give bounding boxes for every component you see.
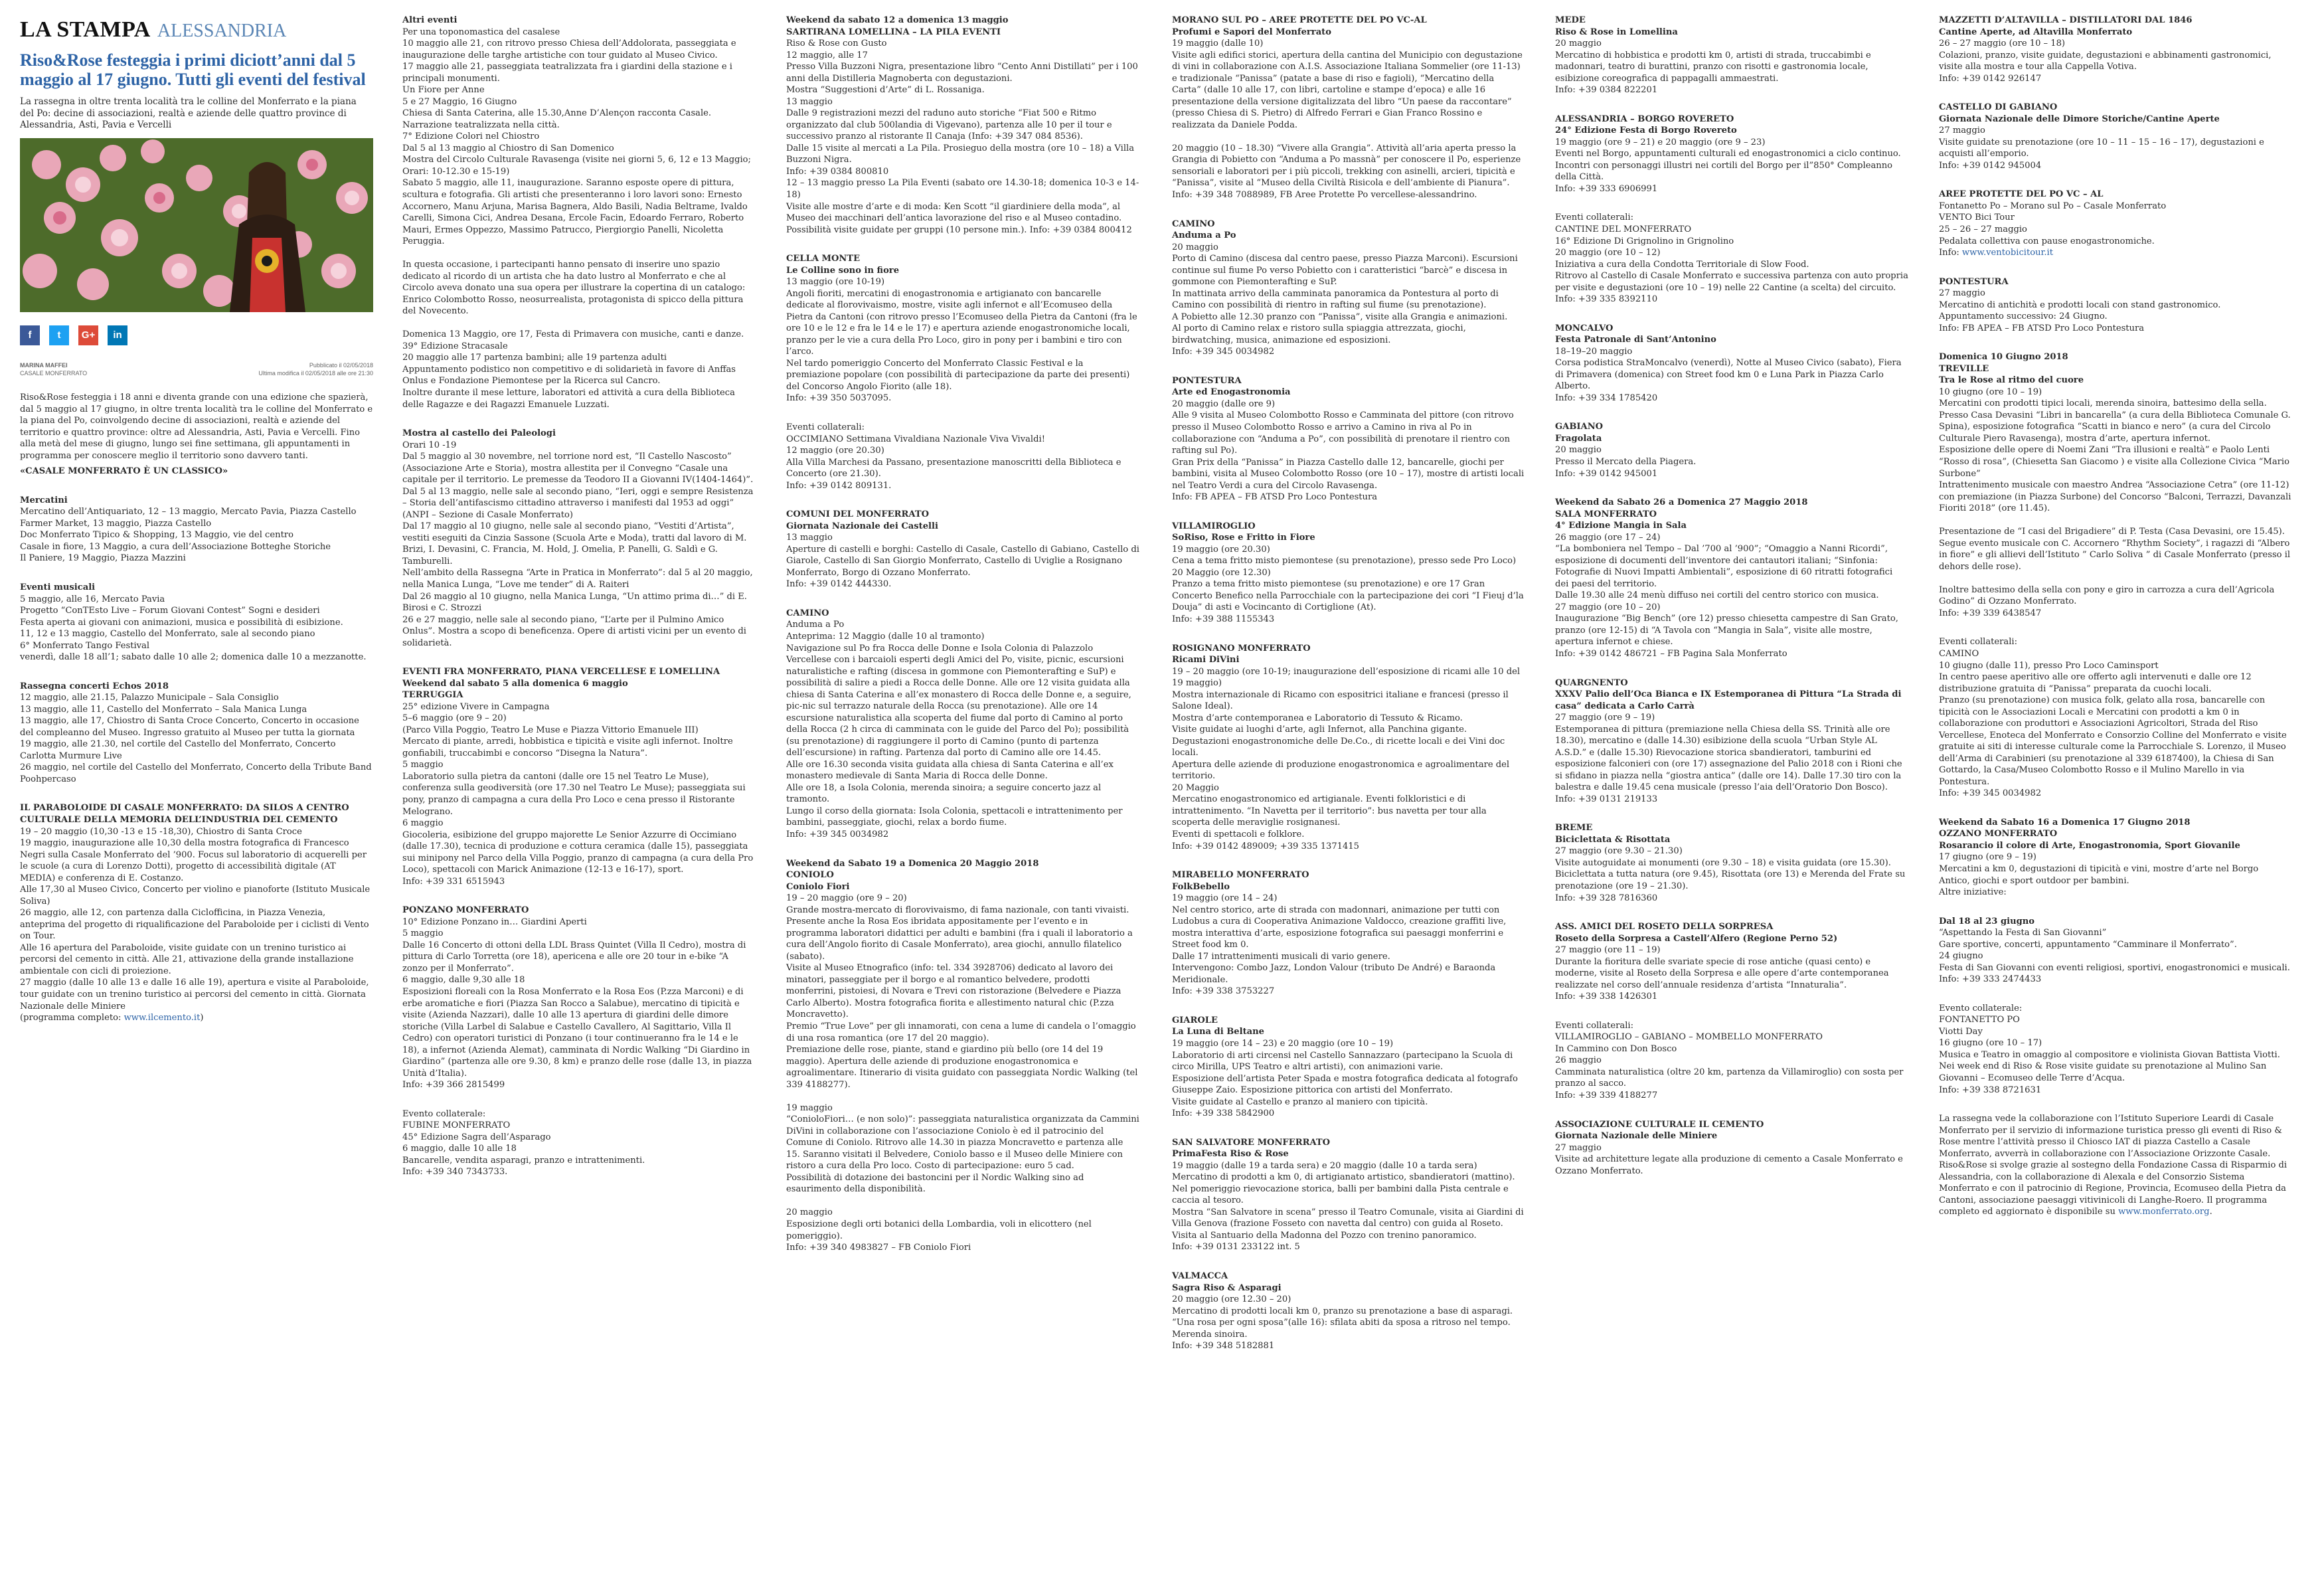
event-heading: Weekend da Sabato 26 a Domenica 27 Maggio 2018 SALA MONFERRATO 4° Edizione Mangia in Sala: [1555, 497, 1808, 531]
event-body: 26 maggio (ore 17 – 24) “La bomboniera nel Tempo – Dal ’700 al ’900”; “Omaggio a Nanni Ricordi”, esposizione di documenti dell’inventore dei cantautori italiani; “Sinfonia: Fotografie di Nuovi Impatti Ambientali”, esposizione di 60 ritratti fotografici dei paesi del territorio. Dalle 19.30 alle 24 menù diffuso nei cortili del centro storico con musica. 27 maggio (ore 10 – 20) Inaugurazione “Big Bench” (ore 12) presso chiesetta campestre di San Grato, pranzo (ore 12-15) di “A Tavola con “Mangia in Sala”, visite alle mostre, apertura infernot e chiese. Info: +39 0142 486721 – FB Pagina Sala Monferrato: [1555, 532, 1898, 659]
event-body: La rassegna vede la collaborazione con l’Istituto Superiore Leardi di Casale Monferrato per il servizio di informazione turistica presso gli eventi di Riso & Rose mentre l’attività presso il Chiosco IAT di piazza Castello a Casale Monferrato, avverrà in collaborazione con l’Associazione Orizzonte Casale. Riso&Rose si svolge grazie al sostegno della Fondazione Cassa di Risparmio di Alessandria, con la collaborazione di Alexala e del Consorzio Sistema Monferrato e con il patrocinio di Regione, Provincia, Ecomuseo della Pietra da Cantoni, associazione paesaggi vitivinicoli di Langhe-Roero. Il programma completo ed aggiornato è disponibile su www.monferrato.org.: [1939, 1114, 2287, 1217]
author-place: CASALE MONFERRATO: [20, 370, 88, 377]
event-block: [1939, 15, 2292, 84]
event-heading: Mercatini: [20, 495, 68, 505]
event-body: 20 maggio Presso il Mercato della Piagera. Info: +39 0142 945001: [1555, 445, 1697, 479]
event-block: [1555, 921, 1908, 1003]
website-link[interactable]: www.ventobicitour.it: [1961, 248, 2053, 258]
column-5: [1555, 15, 1908, 1194]
headline: Riso&Rose festeggia i primi diciott’anni dal 5 maggio al 17 giugno. Tutti gli eventi del festival: [20, 50, 366, 90]
event-block: [402, 1108, 756, 1178]
event-heading: Weekend da sabato 12 a domenica 13 maggio SARTIRANA LOMELLINA – LA PILA EVENTI: [786, 15, 1009, 37]
newspaper-logo[interactable]: LA STAMPA: [20, 17, 151, 42]
edition-label[interactable]: ALESSANDRIA: [157, 21, 287, 41]
event-body: 27 maggio Visite guidate su prenotazione (ore 10 – 11 – 15 – 16 – 17), degustazioni e acquisti all’emporio. Info: +39 0142 945004: [1939, 126, 2264, 171]
byline: [20, 361, 373, 377]
event-heading: PONTESTURA Arte ed Enogastronomia: [1172, 375, 1291, 398]
event-body: 19 – 20 maggio (ore 10-19; inaugurazione dell’esposizione di ricami alle 10 del 19 maggio) Mostra internazionale di Ricamo con espositrici italiane e francesi (presso il Salone Ideal). Mostra d’arte contemporanea e Laboratorio di Tessuto & Ricamo. Visite guidate ai luoghi d’arte, agli Infernot, alla Panchina gigante. Degustazioni enogastronomiche delle De.Co., di ricette locali e dei Vini doc locali. Apertura delle aziende di produzione enogastronomica e agroalimentare del territorio. 20 Maggio Mercatino enogastronomico ed artigianale. Eventi folkloristici e di intrattenimento. “In Navetta per il territorio”: bus navetta per tour alla scoperta delle meraviglie rosignanesi. Eventi di spettacoli e folklore. Info: +39 0142 489009; +39 335 1371415: [1172, 666, 1521, 851]
event-block: [786, 608, 1139, 841]
event-body: Evento collaterale: FONTANETTO PO Viotti Day 16 giugno (ore 10 – 17) Musica e Teatro in omaggio al compositore e violinista Giovan Battista Viotti. Nei week end di Riso & Rose visite guidate su prenotazione al Mulino San Giovanni – Ecomuseo delle Terre d’Acqua. Info: +39 338 8721631: [1939, 1003, 2280, 1095]
event-heading: GABIANO Fragolata: [1555, 422, 1604, 444]
event-body: 19 maggio (ore 14 – 24) Nel centro storico, arte di strada con madonnari, animazione per tutti con Ludobus a cura di Cooperativa Animazione Valdocco, creazione graffiti live, mostra interattiva d’arte, esposizione fotografica sui paesaggi monferrini e Street food km 0. Dalle 17 intrattenimenti musicali di vario genere. Intervengono: Combo Jazz, London Valour (tributo De André) e Baraonda Meridionale. Info: +39 338 3753227: [1172, 893, 1507, 997]
event-body: Evento collaterale: FUBINE MONFERRATO 45° Edizione Sagra dell’Asparago 6 maggio, dalle 10 alle 18 Bancarelle, vendita asparagi, pranzo e intrattenimenti. Info: +39 340 7343733.: [402, 1108, 645, 1178]
event-body: 20 maggio (ore 12.30 – 20) Mercatino di prodotti locali km 0, pranzo su prenotazione a base di asparagi. “Una rosa per ogni sposa”(alle 16): sfilata abiti da sposa a ritroso nel tempo. Merenda sinoira. Info: +39 348 5182881: [1172, 1294, 1513, 1352]
event-block: [402, 666, 756, 887]
event-block: [1172, 643, 1525, 853]
event-heading: EVENTI FRA MONFERRATO, PIANA VERCELLESE E LOMELLINA Weekend dal sabato 5 alla domenica 6 maggio TERRUGGIA: [402, 667, 720, 701]
event-heading: Mostra al castello dei Paleologi: [402, 428, 556, 439]
event-block: [1939, 636, 2292, 799]
event-block: [1939, 1003, 2292, 1096]
event-block: [1555, 1119, 1908, 1178]
event-block: [786, 422, 1139, 491]
event-block: [1555, 1020, 1908, 1102]
event-heading: PONTESTURA: [1939, 276, 2009, 287]
event-block: [1555, 15, 1908, 96]
event-block: [1172, 869, 1525, 998]
event-body: “Aspettando la Festa di San Giovanni” Gare sportive, concerti, appuntamento “Camminare il Monferrato”. 24 giugno Festa di San Giovanni con eventi religiosi, sportivi, enogastronomici e musicali. Info: +39 333 2474433: [1939, 928, 2290, 985]
event-block: [20, 495, 373, 565]
event-heading: ASS. AMICI DEL ROSETO DELLA SORPRESA Roseto della Sorpresa a Castell’Alfero (Regione Perno 52): [1555, 922, 1838, 944]
event-body: 20 maggio Porto di Camino (discesa dal centro paese, presso Piazza Marconi). Escursioni continue sul fiume Po verso Pobietto con i caratteristici “barcè” e discesa in gommone con Piemonterafting e SuP. In mattinata arrivo della camminata panoramica da Pontestura al porto di Camino con possibilità di rientro in rafting sul fiume (su prenotazione). A Pobietto alle 12.30 pranzo con “Panissa”, visite alla Grangia e animazioni. Al porto di Camino relax e ristoro sulla spiaggia attrezzata, giochi, birdwatching, musica, animazione ed esposizioni. Info: +39 345 0034982: [1172, 242, 1518, 357]
event-body: 20 maggio Mercatino di hobbistica e prodotti km 0, artisti di strada, truccabimbi e madonnari, teatro di burattini, pranzo con risotti e gastronomia locale, esibizione coreografica di pappagalli ammaestrati. Info: +39 0384 822201: [1555, 39, 1871, 96]
website-link[interactable]: www.ilcemento.it: [124, 1013, 201, 1023]
event-heading: VALMACCA Sagra Riso & Asparagi: [1172, 1271, 1282, 1293]
event-heading: Altri eventi: [402, 15, 457, 25]
event-block: [20, 582, 373, 663]
event-block: [786, 253, 1139, 404]
event-body: Fontanetto Po – Morano sul Po – Casale Monferrato VENTO Bici Tour 25 – 26 – 27 maggio Pedalata collettiva con pause enogastronomiche. Info: www.ventobicitour.it: [1939, 201, 2167, 258]
event-block: [1555, 323, 1908, 404]
section-title-casale: «CASALE MONFERRATO È UN CLASSICO»: [20, 466, 228, 477]
column-2: [402, 15, 756, 1195]
event-body: 13 maggio (ore 10-19) Angoli fioriti, mercatini di enogastronomia e artigianato con bancarelle dedicate al florovivaismo, mostre, visite agli infernot e all’Ecomuseo della Pietra da Cantoni (con ritrovo presso l’Ecomuseo della Pietra da Cantoni (fra le ore 10 e le 12 e fra le 14 e le 17) e apertura aziende enogastronomiche locali, pranzo per le vie a cura della Pro Loco, giro in pony per i bambini e tiro con l’arco. Nel tardo pomeriggio Concerto del Monferrato Classic Festival e la premiazione popolare (con possibilità di partecipazione da parte dei presenti) del Concorso Angolo Fiorito (alle 18). Info: +39 350 5037095.: [786, 277, 1137, 404]
event-heading: Weekend da Sabato 19 a Domenica 20 Maggio 2018 CONIOLO Coniolo Fiori: [786, 858, 1039, 892]
event-heading: CASTELLO DI GABIANO Giornata Nazionale delle Dimore Storiche/Cantine Aperte: [1939, 102, 2220, 124]
event-body: Eventi collaterali: OCCIMIANO Settimana Vivaldiana Nazionale Viva Vivaldi! 12 maggio (ore 20.30) Alla Villa Marchesi da Passano, presentazione manoscritti della Biblioteca e Concerto (ore 21.30). Info: +39 0142 809131.: [786, 422, 1121, 491]
event-block: [1939, 1113, 2292, 1218]
event-body: 19 maggio (ore 9 – 21) e 20 maggio (ore 9 – 23) Eventi nel Borgo, appuntamenti culturali ed enogastronomici a ciclo continuo. Incontri con personaggi illustri nei cortili del Borgo per il”850° Compleanno della Città. Info: +39 333 6906991: [1555, 137, 1901, 194]
event-body: Eventi collaterali: CANTINE DEL MONFERRATO 16° Edizione Di Grignolino in Grignolino 20 maggio (ore 10 – 12) Iniziativa a cura della Condotta Territoriale di Slow Food. Ritrovo al Castello di Casale Monferrato e successiva partenza con auto propria per visite e degustazioni (ore 10 – 19) nelle 22 Cantine (a scelta) del circuito. Info: +39 335 8392110: [1555, 213, 1908, 305]
event-heading: IL PARABOLOIDE DI CASALE MONFERRATO: DA SILOS A CENTRO CULTURALE DELLA MEMORIA DELL’INDUSTRIA DEL CEMENTO: [20, 803, 349, 825]
event-heading: ROSIGNANO MONFERRATO Ricami DiVini: [1172, 643, 1311, 665]
event-heading: Rassegna concerti Echos 2018: [20, 681, 169, 691]
modified-date: Ultima modifica il 02/05/2018 alle ore 21:30: [258, 370, 373, 377]
event-body: 13 maggio Aperture di castelli e borghi: Castello di Casale, Castello di Gabiano, Castello di Giarole, Castello di San Giorgio Monferrato, Castello di Uviglie a Rosignano Monferrato, Borgo di Ozzano Monferrato. Info: +39 0142 444330.: [786, 533, 1139, 590]
event-block: [1939, 102, 2292, 171]
event-heading: Eventi musicali: [20, 582, 96, 592]
column-4: [1172, 15, 1525, 1369]
event-heading: COMUNI DEL MONFERRATO Giornata Nazionale dei Castelli: [786, 509, 938, 531]
event-body: 19 maggio (ore 20.30) Cena a tema fritto misto piemontese (su prenotazione), presso sede Pro Loco) 20 Maggio (ore 12.30) Pranzo a tema fritto misto piemontese (su prenotazione) e ore 17 Gran Concerto Benefico nella Parrocchiale con la partecipazione dei cori “I Fieuj d’la Douja” di asti e Vocincanto di Cortiglione (At). Info: +39 388 1155343: [1172, 544, 1524, 624]
event-block: [1172, 15, 1525, 201]
event-body: 25° edizione Vivere in Campagna 5–6 maggio (ore 9 – 20) (Parco Villa Poggio, Teatro Le Muse e Piazza Vittorio Emanuele III) Mercato di piante, arredi, hobbistica e tipicità e visite agli infernot. Inoltre gonfiabili, truccabimbi e concorso “Disegna la Natura”. 5 maggio Laboratorio sulla pietra da cantoni (dalle ore 15 nel Teatro Le Muse), conferenza sulla geodiversità (ore 17.30 nel Teatro Le Muse); passeggiata sui pony, pranzo di campagna a cura della Pro Loco e cena presso il Ristorante Melograno. 6 maggio Giocoleria, esibizione del gruppo majorette Le Senior Azzurre di Occimiano (dalle 17.30), tecnica di produzione e cottura ceramica (dalle 15), passeggiata sui minipony nel Parco della Villa Poggio, pranzo di campagna (a cura della Pro Loco), spettacoli con Marick Animazione (12-13 e 16-17), sport. Info: +39 331 6515943: [402, 701, 754, 887]
event-body: 20 maggio (dalle ore 9) Alle 9 visita al Museo Colombotto Rosso e Camminata del pittore (con ritrovo presso il Museo Colombotto Rosso e arrivo a Camino in riva al Po in collaborazione con “Anduma a Po”, con possibilità di prenotare il rientro con rafting sul Po). Gran Prix della “Panissa” in Piazza Castello dalle 12, bancarelle, giochi per bambini, visita al Museo Colombotto Rosso (ore 10 – 17), mostre di artisti locali nel Teatro Verdi a cura del Circolo Ravasenga. Info: FB APEA – FB ATSD Pro Loco Pontestura: [1172, 398, 1525, 503]
event-body: 19 maggio (ore 14 – 23) e 20 maggio (ore 10 – 19) Laboratorio di arti circensi nel Castello Sannazzaro (partecipano la Scuola di circo Mirilla, UPS Teatro e altri artisti), con animazioni varie. Esposizione dell’artista Peter Spada e mostra fotografica dedicata al fotografo Giuseppe Zaio. Esposizione pittorica con artisti del Monferrato. Visite guidate al Castello e pranzo al maniero con tipicità. Info: +39 338 5842900: [1172, 1038, 1518, 1119]
event-block: [1555, 497, 1908, 659]
event-body: 27 maggio Visite ad architetture legate alla produzione di cemento a Casale Monferrato e Ozzano Monferrato.: [1555, 1142, 1903, 1176]
event-block: [1939, 189, 2292, 258]
column-6: [1939, 15, 2292, 1235]
event-heading: MAZZETTI D’ALTAVILLA – DISTILLATORI DAL 1846 Cantine Aperte, ad Altavilla Monferrato: [1939, 15, 2193, 37]
event-heading: AREE PROTETTE DEL PO VC – AL: [1939, 189, 2104, 200]
event-heading: MIRABELLO MONFERRATO FolkBebello: [1172, 870, 1309, 892]
event-heading: PONZANO MONFERRATO: [402, 905, 529, 916]
event-body: Riso & Rose con Gusto 12 maggio, alle 17 Presso Villa Buzzoni Nigra, presentazione libro “Cento Anni Distillati” per i 100 anni della Distilleria Magnoberta con degustazioni. Mostra “Suggestioni d’Arte” di L. Rossaniga. 13 maggio Dalle 9 registrazioni mezzi del raduno auto storiche “Fiat 500 e Ritmo organizzato dal club 500landia di Vigevano), partenza alle 10 per il tour e successivo pranzo al ristorante Il Canaja (Info: +39 347 084 8536). Dalle 15 visite al mercati a La Pila. Prosieguo della mostra (ore 10 – 18) a Villa Buzzoni Nigra. Info: +39 0384 800810 12 – 13 maggio presso La Pila Eventi (sabato ore 14.30-18; domenica 10-3 e 14-18) Visite alle mostre d’arte e di moda: Ken Scott “il giardiniere della moda”, al Museo dei macchinari dell’antica lavorazione del riso e al Museo contadino. Possibilità visite guidate per gruppi (10 persone min.). Info: +39 0384 800412: [786, 39, 1139, 235]
website-link[interactable]: www.monferrato.org: [2118, 1207, 2210, 1217]
event-body: 19 maggio (dalle 19 a tarda sera) e 20 maggio (dalle 10 a tarda sera) Mercatino di prodotti a km 0, di artigianato artistico, sbandieratori (mattino). Nel pomeriggio rievocazione storica, balli per bambini dalla Pista centrale e caccia al tesoro. Mostra “San Salvatore in scena” presso il Teatro Comunale, visita ai Giardini di Villa Genova (frazione Fosseto con navetta dal centro) con guida al Roseto. Visita al Santuario della Madonna del Pozzo con trenino panoramico. Info: +39 0131 233122 int. 5: [1172, 1160, 1524, 1253]
event-block: [1555, 212, 1908, 305]
event-block: [1172, 521, 1525, 626]
event-body: Eventi collaterali: CAMINO 10 giugno (dalle 11), presso Pro Loco Caminsport In centro paese aperitivo alle ore offerto agli intervenuti e dalle ore 12 distribuzione gratuita di “Panissa” preparata da cuochi locali. Pranzo (su prenotazione) con musica folk, gelato alla rosa, bancarelle con tipicità con le Associazioni Locali e Mercatini con prodotti a km 0 in collaborazione con produttori e Associazioni Agricoltori, Strada del Riso Vercellese, Enoteca del Monferrato e Consorzio Colline del Monferrato e visite gratuite ai siti di interesse culturale come la Parrocchiale S. Lorenzo, il Museo dell’Arma di Carabinieri (su prenotazione al 339 6187400), la Chiesa di San Gottardo, la Casa/Museo Colombotto Rosso e il Mulino Marello in via Pontestura. Info: +39 345 0034982: [1939, 637, 2287, 799]
column-1: [20, 15, 373, 1041]
event-body: 19 – 20 maggio (10,30 -13 e 15 -18,30), Chiostro di Santa Croce 19 maggio, inaugurazione alle 10,30 della mostra fotografica di Francesco Negri sulla Casale Monferrato del ’900. Focus sul laboratorio di acquerelli per le scuole (a cura di Lorenzo Dotti), progetto di accessibilità digitale (AT MEDIA) e conferenza di E. Costanzo. Alle 17,30 al Museo Civico, Concerto per violino e pianoforte (Istituto Musicale Soliva) 26 maggio, alle 12, con partenza dalla Ciclofficina, in Piazza Venezia, anteprima del progetto di riqualificazione del Paraboloide per i ciclisti di Vento on Tour. Alle 16 apertura del Paraboloide, visite guidate con un trenino turistico ai percorsi del cemento in città. Alle 21, attivazione della grande installazione ambientale con cicli di proiezione. 27 maggio (dalle 10 alle 13 e dalle 16 alle 19), apertura e visite al Paraboloide, tour guidate con un trenino turistico ai percorsi del cemento in città. Giornata Nazionale delle Miniere (programma completo: www.ilcemento.it): [20, 826, 371, 1023]
event-block: [20, 802, 373, 1023]
event-block: [1172, 1015, 1525, 1120]
author-name: MARINA MAFFEI: [20, 361, 68, 369]
event-block: [1939, 276, 2292, 335]
event-heading: Dal 18 al 23 giugno: [1939, 916, 2035, 926]
event-heading: QUARGNENTO XXXV Palio dell’Oca Bianca e IX Estemporanea di Pittura “La Strada di casa” dedicata a Carlo Carrà: [1555, 677, 1902, 711]
masthead: [20, 15, 373, 45]
event-heading: Domenica 10 Giugno 2018 TREVILLE Tra le Rose al ritmo del cuore: [1939, 352, 2084, 386]
event-body: Per una toponomastica del casalese 10 maggio alle 21, con ritrovo presso Chiesa dell’Addolorata, passeggiata e inaugurazione delle targhe artistiche con tour guidato al Museo Civico. 17 maggio alle 21, passeggiata teatralizzata fra i giardini della stazione e i principali monumenti. Un Fiore per Anne 5 e 27 Maggio, 16 Giugno Chiesa di Santa Caterina, alle 15.30,Anne D’Alençon racconta Casale. Narrazione teatralizzata nella città. 7° Edizione Colori nel Chiostro Dal 5 al 13 maggio al Chiostro di San Domenico Mostra del Circolo Culturale Ravasenga (visite nei giorni 5, 6, 12 e 13 Maggio; Orari: 10-12.30 e 15-19) Sabato 5 maggio, alle 11, inaugurazione. Saranno esposte opere di pittura, scultura e fotografia. Gli artisti che presenteranno i loro lavori sono: Ernesto Accornero, Manu Arjuna, Marisa Bagnera, Aldo Basili, Nadia Beltrame, Ivaldo Carelli, Simona Cici, Andrea Desana, Ercole Facin, Edoardo Ferraro, Roberto Mauri, Ermes Oppezzo, Massimo Patrucco, Piergiorgio Panelli, Nicoletta Peruggia. In questa occasione, i partecipanti hanno pensato di inserire uno spazio dedicato al ricordo di un artista che ha dato lustro al Monferrato e che al Circolo aveva donato una sua opera per illustrare la copertina di un catalogo: Enrico Colombotto Rosso, neosurrealista, protagonista di spicco della pittura del Novecento. Domenica 13 Maggio, ore 17, Festa di Primavera con musiche, canti e danze. 39° Edizione Stracasale 20 maggio alle 17 partenza bambini; alle 19 partenza adulti Appuntamento podistico non competitivo e di solidarietà in favore di Anffas Onlus e Fondazione Piemontese per la Ricerca sul Cancro. Inoltre durante il mese letture, laboratori ed attività a cura della Biblioteca delle Ragazze e dei Ragazzi Emanuele Luzzati.: [402, 27, 751, 410]
event-body: 27 maggio (ore 11 – 19) Durante la fioritura delle svariate specie di rose antiche (quasi cento) e moderne, visite al Roseto della Sorpresa e alle opere d’arte contemporanea realizzate nel corso dell’annuale residenza d’artista “Innaturalia”. Info: +39 338 1426301: [1555, 945, 1889, 1002]
standfirst: La rassegna in oltre trenta località tra le colline del Monferrato e la piana del Po: decine di associazioni, realtà e aziende delle quattro province di Alessandria, Asti, Pavia e Vercelli: [20, 96, 357, 131]
event-block: [1172, 219, 1525, 358]
event-body: 18–19–20 maggio Corsa podistica StraMoncalvo (venerdì), Notte al Museo Civico (sabato), Fiera di Primavera (domenica) con Street food km 0 e Luna Park in Piazza Carlo Alberto. Info: +39 334 1785420: [1555, 346, 1902, 403]
published-date: Pubblicato il 02/05/2018: [309, 361, 373, 369]
event-body: Eventi collaterali: VILLAMIROGLIO – GABIANO – MOMBELLO MONFERRATO In Cammino con Don Bosco 26 maggio Camminata naturalistica (oltre 20 km, partenza da Villamiroglio) con sosta per pranzo al sacco. Info: +39 339 4188277: [1555, 1020, 1904, 1100]
event-block: [786, 509, 1139, 590]
event-block: [402, 428, 756, 649]
event-body: Mercatino dell’Antiquariato, 12 – 13 maggio, Mercato Pavia, Piazza Castello Farmer Market, 13 maggio, Piazza Castello Doc Monferrato Tipico & Shopping, 13 Maggio, vie del centro Casale in fiore, 13 Maggio, a cura dell’Associazione Botteghe Storiche Il Paniere, 19 Maggio, Piazza Mazzini: [20, 507, 357, 564]
event-body: 27 maggio (ore 9 – 19) Estemporanea di pittura (premiazione nella Chiesa della SS. Trinità alle ore 18.30), mercatino e (dalle 14.30) esibizione della scuola “Urban Style AL A.S.D.” e (dalle 15.30) Rievocazione storica sbandieratori, tamburini ed esposizione falconieri con (ore 17) assegnazione del Palio 2018 con i Rioni che si sfidano in piazza nella “giostra antica” (dalle ore 14). Dalle 17.30 tiro con la balestra e dalle 19.45 cena musicale (presso l’aia dell’Oratorio Don Bosco). Info: +39 0131 219133: [1555, 713, 1902, 804]
event-block: [1939, 351, 2292, 619]
event-heading: ALESSANDRIA – BORGO ROVERETO 24° Edizione Festa di Borgo Rovereto: [1555, 114, 1737, 136]
event-heading: ASSOCIAZIONE CULTURALE IL CEMENTO Giornata Nazionale delle Miniere: [1555, 1119, 1764, 1142]
event-body: 27 maggio Mercatino di antichità e prodotti locali con stand gastronomico. Appuntamento successivo: 24 Giugno. Info: FB APEA – FB ATSD Pro Loco Pontestura: [1939, 288, 2221, 333]
event-body: 10 giugno (ore 10 – 19) Mercatini con prodotti tipici locali, merenda sinoira, battesimo della sella. Presso Casa Devasini “Libri in bancarella” (a cura della Biblioteca Comunale G. Spina), esposizione fotografica “Scatti in bianco e nero” (a cura del Circolo Culturale Piero Ravasenga), mostra d’arte, apertura infernot. Esposizione delle opere di Noemi Zani “Tra illusioni e realtà” e Paolo Lenti “Rosso di rosa”, (Chiesetta San Giacomo ) e visite alla Collezione Civica “Mario Surbone” Intrattenimento musicale con maestro Andrea “Associazione Cetra” (ore 11-12) con premiazione (in Piazza Surbone) del Concorso “Balconi, Terrazzi, Davanzali Fioriti 2018” (ore 11.45). Presentazione de “I casi del Brigadiere” di P. Testa (Casa Devasini, ore 15.45). Segue evento musicale con C. Accornero “Rhythm Society”, i ragazzi di “Albero in fiore” e gli allievi dell’Istituto ” Carlo Soliva ” di Casale Monferrato (presso il dehors delle rose). Inoltre battesimo della sella con pony e giro in carrozza a cura dell’Agricola Godino” di Ozzano Monferrato. Info: +39 339 6438547: [1939, 387, 2291, 618]
event-block: [402, 15, 756, 410]
event-body: 19 maggio (dalle 10) Visite agli edifici storici, apertura della cantina del Municipio con degustazione di vini in collaborazione con A.I.S. Associazione Italiana Sommelier (ore 11-13) e tradizionale “Panissa” (patate a base di riso e fagioli), “Mercatino della Carta” (dalle 10 alle 17, con libri, cartoline e stampe d’epoca) e alle 16 presentazione della versione digitalizzata del libro “Un paese da raccontare” (presso Chiesa di S. Pietro) di Alfredo Ferrari e Gian Franco Rossino e realizzata da Daniele Podda. 20 maggio (10 – 18.30) “Vivere alla Grangia”. Attività all’aria aperta presso la Grangia di Pobietto con “Anduma a Po massnà” per conoscere il Po, esperienze sensoriali e laboratori per i più piccoli, trekking con asinelli, arcieri, tipicità e “Panissa”, visite al “Museo della Civiltà Risicola e dell’ambiente di Pianura”. Info: +39 348 7088989, FB Aree Protette Po vercellese-alessandrino.: [1172, 39, 1523, 200]
facebook-share-icon[interactable]: f: [20, 325, 40, 345]
event-block: [402, 905, 756, 1091]
column-3: [786, 15, 1139, 1271]
event-heading: Weekend da Sabato 16 a Domenica 17 Giugno 2018 OZZANO MONFERRATO Rosarancio il colore di Arte, Enogastronomia, Sport Giovanile: [1939, 817, 2240, 851]
event-block: [1172, 1137, 1525, 1253]
rose-garden-image: [20, 138, 373, 312]
social-share-bar: [20, 325, 373, 345]
event-body: 27 maggio (ore 9.30 – 21.30) Visite autoguidate ai monumenti (ore 9.30 – 18) e visita guidata (ore 15.30). Biciclettata a tutta natura (ore 9.45), Risottata (ore 13) e Merenda del Frate su prenotazione (ore 19 – 21.30). Info: +39 328 7816360: [1555, 846, 1906, 903]
event-heading: BREME Biciclettata & Risottata: [1555, 823, 1671, 845]
event-block: [1555, 677, 1908, 806]
event-body: 17 giugno (ore 9 – 19) Mercatini a km 0, degustazioni di tipicità e vini, mostre d’arte nel Borgo Antico, giochi e sport outdoor per bambini. Altre iniziative:: [1939, 852, 2259, 898]
event-body: 12 maggio, alle 21.15, Palazzo Municipale – Sala Consiglio 13 maggio, alle 11, Castello del Monferrato – Sala Manica Lunga 13 maggio, alle 17, Chiostro di Santa Croce Concerto, Concerto in occasione del compleanno del Museo. Ingresso gratuito al Museo per tutta la giornata 19 maggio, alle 21.30, nel cortile del Castello del Monferrato, Concerto Carlotta Murmure Live 26 maggio, nel cortile del Castello del Monferrato, Concerto della Tribute Band Poohpercaso: [20, 693, 372, 784]
event-body: 10° Edizione Ponzano in… Giardini Aperti 5 maggio Dalle 16 Concerto di ottoni della LDL Brass Quintet (Villa Il Cedro), mostra di pittura di Carlo Torretta (ore 18), apericena e alle ore 20 tour in e-bike “A zonzo per il Monferrato”. 6 maggio, dalle 9,30 alle 18 Esposizioni floreali con la Rosa Monferrato e la Rosa Eos (P.zza Marconi) e di erbe aromatiche e fiori (Piazza San Rocco a Salabue), mercatino di tipicità e visite (Azienda Nazzari), dalle 10 alle 13 apertura di giardini delle dimore storiche (Villa Larbel di Salabue e Castello Cavallero, Al Sagittario, Villa Il Cedro) con operatori turistici di Ponzano (i tour continueranno fra le 14 e le 18), a infernot (Azienda Alemat), camminata di Nordic Walking “Di Giardino in Giardino” (partenza alle ore 9.30, 8 km) e pranzo delle rose (dalle 13, in piazza Unità d’Italia). Info: +39 366 2815499: [402, 917, 752, 1091]
article-photo: [20, 138, 373, 312]
event-heading: VILLAMIROGLIO SoRiso, Rose e Fritto in Fiore: [1172, 521, 1315, 543]
event-heading: GIAROLE La Luna di Beltane: [1172, 1015, 1264, 1037]
event-block: [1555, 822, 1908, 904]
event-block: [20, 681, 373, 786]
event-block: [786, 15, 1139, 236]
event-heading: SAN SALVATORE MONFERRATO PrimaFesta Riso & Rose: [1172, 1137, 1331, 1160]
event-heading: CELLA MONTE Le Colline sono in fiore: [786, 254, 900, 276]
linkedin-share-icon[interactable]: in: [108, 325, 127, 345]
event-heading: MONCALVO Festa Patronale di Sant’Antonino: [1555, 323, 1716, 345]
event-heading: MEDE Riso & Rose in Lomellina: [1555, 15, 1678, 37]
event-block: [1555, 114, 1908, 195]
event-block: [1939, 817, 2292, 899]
event-block: [1172, 1270, 1525, 1352]
event-block: [1555, 421, 1908, 480]
event-heading: MORANO SUL PO – AREE PROTETTE DEL PO VC-AL Profumi e Sapori del Monferrato: [1172, 15, 1427, 37]
event-body: 26 – 27 maggio (ore 10 – 18) Colazioni, pranzo, visite guidate, degustazioni e abbinamenti gastronomici, visite alla mostra e tour alla Cappella Votiva. Info: +39 0142 926147: [1939, 39, 2272, 84]
event-body: Anduma a Po Anteprima: 12 Maggio (dalle 10 al tramonto) Navigazione sul Po fra Rocca delle Donne e Isola Colonia di Palazzolo Vercellese con i barcaioli esperti degli Amici del Po, visite, picnic, escursioni naturalistiche e rafting (discesa in gommone con Piemonterafting e SuP) e possibilità di salire a piedi a Rocca delle Donne. Alle ore 12 visita guidata alla chiesa di Santa Caterina e all’ex monastero di Rocca delle Donne e, a seguire, pic-nic sul terrazzo naturale della Rocca (su prenotazione). Alle ore 14 escursione naturalistica alla scoperta del fiume dal porto di Camino al porto della Rocca (2 h circa di camminata con le guide del Parco del Po); possibilità (su prenotazione) di raggiungere il porto di Camino (punto di partenza dell’escursione) in rafting. Partenza dal porto di Camino alle ore 14.45. Alle ore 16.30 seconda visita guidata alla chiesa di Santa Caterina e all’ex monastero medievale di Santa Maria di Rocca delle Donne. Alle ore 18, a Isola Colonia, merenda sinoira; a seguire concerto jazz al tramonto. Lungo il corso della giornata: Isola Colonia, spettacoli e intrattenimento per bambini, passeggiate, giochi, relax a bordo fiume. Info: +39 345 0034982: [786, 620, 1131, 839]
twitter-share-icon[interactable]: t: [49, 325, 69, 345]
column-1-blocks: [20, 495, 373, 1024]
googleplus-share-icon[interactable]: G+: [78, 325, 98, 345]
event-body: Orari 10 -19 Dal 5 maggio al 30 novembre, nel torrione nord est, “Il Castello Nascosto” (Associazione Arte e Storia), mostra allestita per il Convegno “Casale una capitale per il territorio. Le premesse da Teodoro II a Giovanni IV(1404-1464)”. Dal 5 al 13 maggio, nelle sale al secondo piano, “Ieri, oggi e sempre Resistenza – Storia dell’antifascismo cittadino attraverso i manifesti dal 1953 ad oggi” (ANPI – Sezione di Casale Monferrato) Dal 17 maggio al 10 giugno, nelle sale al secondo piano, “Vestiti d’Artista”, vestiti eseguiti da Cinzia Sassone (Scuola Arte e Moda), tratti dal lavoro di M. Brizi, I. Devasini, C. Francia, M. Hold, J. Omelia, P. Panelli, G. Saldì e G. Tamburelli. Nell’ambito della Rassegna “Arte in Pratica in Monferrato”: dal 5 al 20 maggio, nella Manica Lunga, “Love me tender” di A. Raiteri Dal 26 maggio al 10 giugno, nella Manica Lunga, “Un attimo prima di…” di E. Birosi e C. Strozzi 26 e 27 maggio, nelle sale al secondo piano, “L’arte per il Pulmino Amico Onlus”. Mostra a scopo di beneficenza. Opere di artisti vicini per un evento di solidarietà.: [402, 440, 754, 648]
event-block: [786, 858, 1139, 1254]
event-body: 19 – 20 maggio (ore 9 – 20) Grande mostra-mercato di florovivaismo, di fama nazionale, con tanti vivaisti. Presente anche la Rosa Eos ibridata appositamente per l’evento e in programma laboratori didattici per adulti e bambini (fra i quali il laboratorio a cura dell’Angolo fiorito di Casale Monferrato), area giochi, annullo filatelico (sabato). Visite al Museo Etnografico (info: tel. 334 3928706) dedicato al lavoro dei minatori, passeggiate per il borgo e al romantico belvedere, prodotti monferrini, pistoiesi, di Novara e Trevi con ristorazione (Belvedere e Piazza Carlo Alberto). Mostra fotografica fiorita e allestimento natural chic (P.zza Moncravetto). Premio “True Love” per gli innamorati, con cena a lume di candela o l’omaggio di una rosa romantica (ore 17 del 20 maggio). Premiazione delle rose, piante, stand e giardino più bello (ore 14 del 19 maggio). Apertura delle aziende di produzione enogastronomica e agroalimentare. Itinerario di visita guidato con passeggiata Nordic Walking (tel 339 4188277). 19 maggio “ConioloFiori… (e non solo)”: passeggiata naturalistica organizzata da Cammini DiVini in collaborazione con l’associazione Coniolo è ed il patrocinio del Comune di Coniolo. Ritrovo alle 14.30 in piazza Moncravetto e partenza alle 15. Saranno visitati il Belvedere, Coniolo basso e il Museo delle Miniere con ristoro a cura della Pro loco. Costo di partecipazione: euro 5 cad. Possibilità di dotazione dei bastoncini per il Nordic Walking sino ad esaurimento della disponibilità. 20 maggio Esposizione degli orti botanici della Lombardia, voli in elicottero (nel pomeriggio). Info: +39 340 4983827 – FB Coniolo Fiori: [786, 893, 1139, 1253]
event-heading: CAMINO Anduma a Po: [1172, 219, 1236, 241]
event-block: [1172, 375, 1525, 503]
event-heading: CAMINO: [786, 608, 829, 618]
lead-paragraph: Riso&Rose festeggia i 18 anni e diventa grande con una edizione che spazierà, dal 5 maggio al 17 giugno, in oltre trenta località tra le colline del Monferrato e la piana del Po, coinvolgendo decine di associazioni, realtà e aziende del territorio e quattro province: oltre ad Alessandria, Asti, Pavia e Vercelli. Fino alla metà del mese di giugno, lungo sei fine settimana, gli appuntamenti in programma per conoscere meglio il territorio sono davvero tanti.: [20, 393, 373, 461]
event-block: [1939, 916, 2292, 986]
event-body: 5 maggio, alle 16, Mercato Pavia Progetto “ConTEsto Live – Forum Giovani Contest” Sogni e desideri Festa aperta ai giovani con animazioni, musica e possibilità di esibizione. 11, 12 e 13 maggio, Castello del Monferrato, sale al secondo piano 6° Monferrato Tango Festival venerdì, dalle 18 all’1; sabato dalle 10 alle 2; domenica dalle 10 a mezzanotte.: [20, 594, 367, 663]
